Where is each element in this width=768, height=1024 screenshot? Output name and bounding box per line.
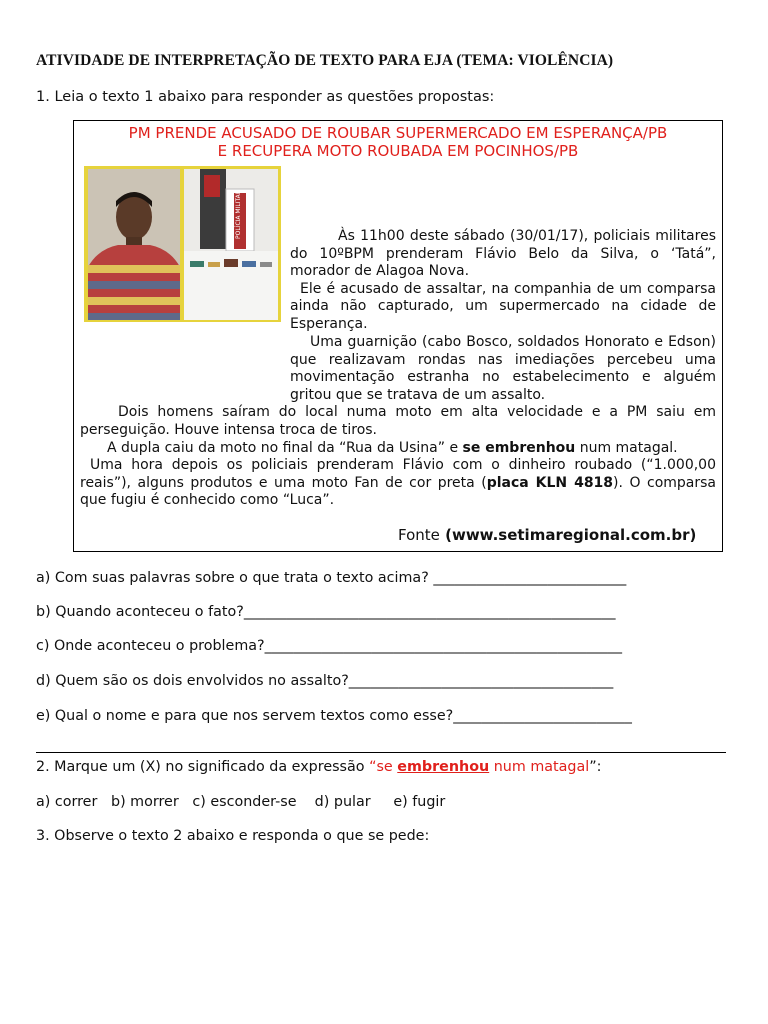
- article-text: Às 11h00 deste sábado (30/01/17), policiais militares do 10ºBPM prenderam Flávio Belo da Silva, o ‘Tatá”, morador de Alagoa Nova.: [290, 228, 716, 280]
- answer-line: [36, 752, 726, 753]
- question-e: e) Qual o nome e para que nos servem textos como esse?_________________________: [36, 708, 632, 724]
- question-b: b) Quando aconteceu o fato?____________________________________________________: [36, 604, 616, 620]
- question-a: a) Com suas palavras sobre o que trata o texto acima? ___________________________: [36, 570, 627, 586]
- question-c: c) Onde aconteceu o problema?__________________________________________________: [36, 638, 623, 654]
- question-2: [36, 759, 601, 775]
- instruction-1: 1. Leia o texto 1 abaixo para responder as questões propostas:: [36, 89, 495, 105]
- seized-items-photo: [184, 169, 278, 320]
- headline-line-2: E RECUPERA MOTO ROUBADA EM POCINHOS/PB: [217, 142, 579, 160]
- article-text-part: ). O comparsa que fugiu é conhecido como “Luca”.: [80, 474, 716, 509]
- source-credit: [398, 526, 696, 544]
- article-text: Dois homens saíram do local numa moto em alta velocidade e a PM saiu em perseguição. Houve intensa troca de tiros.: [80, 404, 716, 438]
- question-2-options: a) correr b) morrer c) esconder-se d) pular e) fugir: [36, 794, 446, 810]
- article-headline: [73, 124, 723, 160]
- source-url: (www.setimaregional.com.br): [439, 526, 697, 544]
- license-plate: placa KLN 4818: [486, 474, 614, 491]
- pm-banner-text: POLÍCIA MILITAR: [235, 190, 242, 239]
- question-d: d) Quem são os dois envolvidos no assalto?_____________________________________: [36, 673, 614, 689]
- article-text-part: num matagal.: [575, 439, 678, 456]
- article-text-part: Uma hora depois os policiais prenderam Flávio com o dinheiro roubado (“1.000,00 reais”), alguns produtos e uma moto Fan de cor preta (: [80, 457, 716, 491]
- article-paragraph-1: [290, 228, 716, 334]
- q2-suffix: ”:: [589, 759, 602, 775]
- headline-line-1: PM PRENDE ACUSADO DE ROUBAR SUPERMERCADO EM ESPERANÇA/PB: [128, 124, 668, 142]
- q2-expression-word: embrenhou: [397, 759, 490, 775]
- article-text: Uma guarnição (cabo Bosco, soldados Honorato e Edson) que realizavam rondas nas imediações percebeu uma movimentação estranha no estabelecimento e alguém gritou que se tratava de um assalto.: [290, 334, 716, 403]
- article-text: [80, 440, 716, 458]
- source-label: Fonte: [398, 526, 440, 544]
- page-title: ATIVIDADE DE INTERPRETAÇÃO DE TEXTO PARA EJA (TEMA: VIOLÊNCIA): [36, 52, 614, 69]
- q2-quote-close: num matagal: [489, 759, 590, 775]
- article-text: [80, 457, 716, 510]
- highlighted-expression: se embrenhou: [462, 439, 576, 456]
- article-text: Ele é acusado de assaltar, na companhia de um comparsa ainda não capturado, um supermercado na cidade de Esperança.: [290, 280, 716, 332]
- suspect-photo: [88, 169, 180, 320]
- q2-prefix: 2. Marque um (X) no significado da expressão: [36, 759, 370, 775]
- article-text-part: A dupla caiu da moto no final da “Rua da Usina” e: [107, 439, 463, 456]
- question-3: 3. Observe o texto 2 abaixo e responda o que se pede:: [36, 828, 430, 844]
- article-paragraph-2: [80, 334, 716, 510]
- q2-quote-open: “se: [369, 759, 398, 775]
